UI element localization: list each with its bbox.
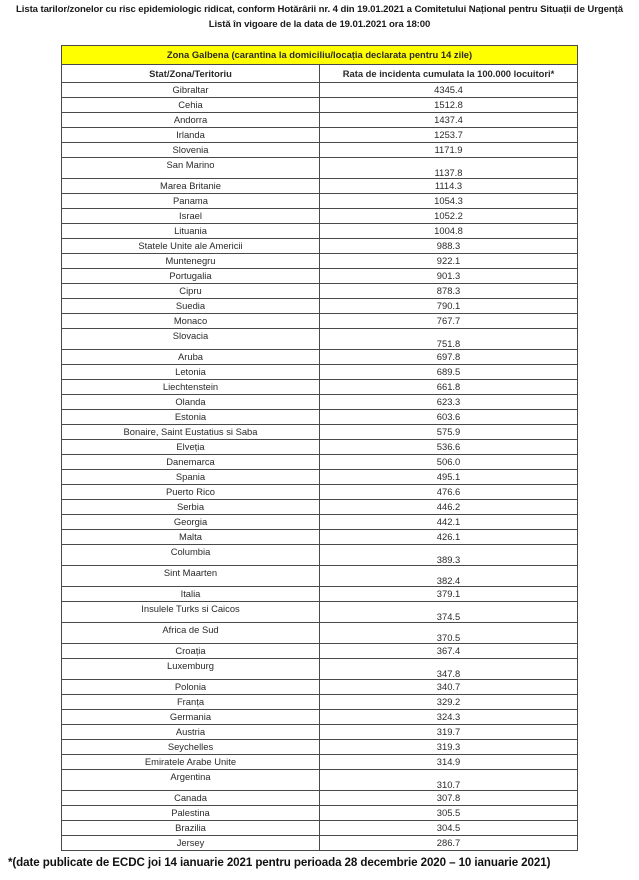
table-row [62, 806, 578, 821]
country-name-cell: Canada [62, 791, 320, 806]
country-name-cell: Franța [62, 695, 320, 710]
table-row [62, 545, 578, 566]
incidence-rate-cell: 4345.4 [320, 83, 578, 98]
table-row [62, 680, 578, 695]
table-row [62, 455, 578, 470]
table-row [62, 224, 578, 239]
table-row [62, 113, 578, 128]
country-name-cell: Palestina [62, 806, 320, 821]
table-row [62, 587, 578, 602]
table-row [62, 836, 578, 851]
country-name-cell: Cehia [62, 98, 320, 113]
table-row [62, 380, 578, 395]
incidence-rate-cell: 286.7 [320, 836, 578, 851]
table-row [62, 755, 578, 770]
incidence-rate-cell: 506.0 [320, 455, 578, 470]
incidence-rate-cell: 1114.3 [320, 179, 578, 194]
country-name-cell: Israel [62, 209, 320, 224]
table-row [62, 740, 578, 755]
incidence-rate-cell: 370.5 [320, 623, 578, 644]
incidence-rate-cell: 988.3 [320, 239, 578, 254]
country-name-cell: Bonaire, Saint Eustatius si Saba [62, 425, 320, 440]
country-name-cell: Monaco [62, 314, 320, 329]
column-header-country: Stat/Zona/Teritoriu [62, 65, 320, 83]
incidence-rate-cell: 446.2 [320, 500, 578, 515]
country-name-cell: San Marino [62, 158, 320, 179]
table-row [62, 530, 578, 545]
incidence-rate-cell: 314.9 [320, 755, 578, 770]
table-row [62, 158, 578, 179]
incidence-rate-cell: 767.7 [320, 314, 578, 329]
table-row [62, 143, 578, 158]
incidence-rate-cell: 790.1 [320, 299, 578, 314]
incidence-rate-cell: 623.3 [320, 395, 578, 410]
incidence-rate-cell: 1004.8 [320, 224, 578, 239]
country-name-cell: Irlanda [62, 128, 320, 143]
incidence-rate-cell: 689.5 [320, 365, 578, 380]
country-name-cell: Gibraltar [62, 83, 320, 98]
country-name-cell: Columbia [62, 545, 320, 566]
table-row [62, 644, 578, 659]
country-name-cell: Estonia [62, 410, 320, 425]
incidence-rate-cell: 442.1 [320, 515, 578, 530]
document-title-line-2: Listă în vigoare de la data de 19.01.2021 ora 18:00 [208, 19, 431, 30]
table-row [62, 500, 578, 515]
country-name-cell: Portugalia [62, 269, 320, 284]
table-row [62, 770, 578, 791]
table-row [62, 725, 578, 740]
country-name-cell: Brazilia [62, 821, 320, 836]
country-name-cell: Muntenegru [62, 254, 320, 269]
table-row [62, 128, 578, 143]
document-title-line-1: Lista tarilor/zonelor cu risc epidemiologic ridicat, conform Hotărârii nr. 4 din 19.01.2021 a Comitetului Național pentru Situații de Urgență [16, 4, 623, 15]
incidence-rate-cell: 319.3 [320, 740, 578, 755]
incidence-rate-cell: 575.9 [320, 425, 578, 440]
table-row [62, 425, 578, 440]
country-name-cell: Olanda [62, 395, 320, 410]
incidence-rate-cell: 1171.9 [320, 143, 578, 158]
table-row [62, 209, 578, 224]
incidence-rate-cell: 367.4 [320, 644, 578, 659]
incidence-rate-cell: 697.8 [320, 350, 578, 365]
incidence-rate-cell: 1512.8 [320, 98, 578, 113]
country-name-cell: Elveția [62, 440, 320, 455]
table-row [62, 410, 578, 425]
table-row [62, 710, 578, 725]
incidence-rate-cell: 922.1 [320, 254, 578, 269]
incidence-rate-cell: 319.7 [320, 725, 578, 740]
country-name-cell: Danemarca [62, 455, 320, 470]
country-name-cell: Slovenia [62, 143, 320, 158]
country-name-cell: Croația [62, 644, 320, 659]
zone-header-row [62, 46, 578, 65]
country-name-cell: Italia [62, 587, 320, 602]
incidence-rate-cell: 495.1 [320, 470, 578, 485]
table-row [62, 485, 578, 500]
incidence-rate-cell: 347.8 [320, 659, 578, 680]
incidence-rate-cell: 307.8 [320, 791, 578, 806]
country-name-cell: Emiratele Arabe Unite [62, 755, 320, 770]
table-row [62, 821, 578, 836]
risk-countries-table [61, 45, 578, 851]
country-name-cell: Lituania [62, 224, 320, 239]
incidence-rate-cell: 603.6 [320, 410, 578, 425]
country-name-cell: Africa de Sud [62, 623, 320, 644]
country-name-cell: Polonia [62, 680, 320, 695]
country-name-cell: Puerto Rico [62, 485, 320, 500]
incidence-rate-cell: 1137.8 [320, 158, 578, 179]
incidence-rate-cell: 340.7 [320, 680, 578, 695]
table-row [62, 329, 578, 350]
incidence-rate-cell: 661.8 [320, 380, 578, 395]
country-name-cell: Cipru [62, 284, 320, 299]
country-name-cell: Argentina [62, 770, 320, 791]
column-header-incidence-rate: Rata de incidenta cumulata la 100.000 locuitori* [320, 65, 578, 83]
incidence-rate-cell: 426.1 [320, 530, 578, 545]
incidence-rate-cell: 329.2 [320, 695, 578, 710]
table-row [62, 659, 578, 680]
incidence-rate-cell: 374.5 [320, 602, 578, 623]
country-name-cell: Slovacia [62, 329, 320, 350]
incidence-rate-cell: 878.3 [320, 284, 578, 299]
country-name-cell: Jersey [62, 836, 320, 851]
country-name-cell: Luxemburg [62, 659, 320, 680]
table-row [62, 515, 578, 530]
table-row [62, 269, 578, 284]
footnote: *(date publicate de ECDC joi 14 ianuarie 2021 pentru perioada 28 decembrie 2020 – 10 ianuarie 2021) [8, 856, 551, 869]
table-row [62, 83, 578, 98]
incidence-rate-cell: 1253.7 [320, 128, 578, 143]
incidence-rate-cell: 304.5 [320, 821, 578, 836]
country-name-cell: Statele Unite ale Americii [62, 239, 320, 254]
country-name-cell: Germania [62, 710, 320, 725]
country-name-cell: Letonia [62, 365, 320, 380]
table-row [62, 566, 578, 587]
country-name-cell: Georgia [62, 515, 320, 530]
incidence-rate-cell: 751.8 [320, 329, 578, 350]
incidence-rate-cell: 1054.3 [320, 194, 578, 209]
country-name-cell: Marea Britanie [62, 179, 320, 194]
table-row [62, 314, 578, 329]
table-row [62, 194, 578, 209]
table-row [62, 239, 578, 254]
column-header-row [62, 65, 578, 83]
incidence-rate-cell: 536.6 [320, 440, 578, 455]
zone-title: Zona Galbena (carantina la domiciliu/locația declarata pentru 14 zile) [62, 46, 578, 65]
table-row [62, 299, 578, 314]
country-name-cell: Panama [62, 194, 320, 209]
table-row [62, 791, 578, 806]
incidence-rate-cell: 901.3 [320, 269, 578, 284]
incidence-rate-cell: 324.3 [320, 710, 578, 725]
country-name-cell: Austria [62, 725, 320, 740]
table-row [62, 623, 578, 644]
incidence-rate-cell: 305.5 [320, 806, 578, 821]
country-name-cell: Liechtenstein [62, 380, 320, 395]
country-name-cell: Spania [62, 470, 320, 485]
country-name-cell: Seychelles [62, 740, 320, 755]
table-row [62, 695, 578, 710]
table-row [62, 98, 578, 113]
country-name-cell: Sint Maarten [62, 566, 320, 587]
incidence-rate-cell: 310.7 [320, 770, 578, 791]
incidence-rate-cell: 1052.2 [320, 209, 578, 224]
table-row [62, 179, 578, 194]
table-row [62, 440, 578, 455]
country-name-cell: Suedia [62, 299, 320, 314]
country-name-cell: Andorra [62, 113, 320, 128]
incidence-rate-cell: 389.3 [320, 545, 578, 566]
country-name-cell: Serbia [62, 500, 320, 515]
table-row [62, 602, 578, 623]
table-row [62, 395, 578, 410]
incidence-rate-cell: 379.1 [320, 587, 578, 602]
table-row [62, 254, 578, 269]
incidence-rate-cell: 1437.4 [320, 113, 578, 128]
country-name-cell: Malta [62, 530, 320, 545]
table-row [62, 365, 578, 380]
incidence-rate-cell: 382.4 [320, 566, 578, 587]
table-row [62, 470, 578, 485]
incidence-rate-cell: 476.6 [320, 485, 578, 500]
table-row [62, 284, 578, 299]
country-name-cell: Insulele Turks si Caicos [62, 602, 320, 623]
country-name-cell: Aruba [62, 350, 320, 365]
table-row [62, 350, 578, 365]
